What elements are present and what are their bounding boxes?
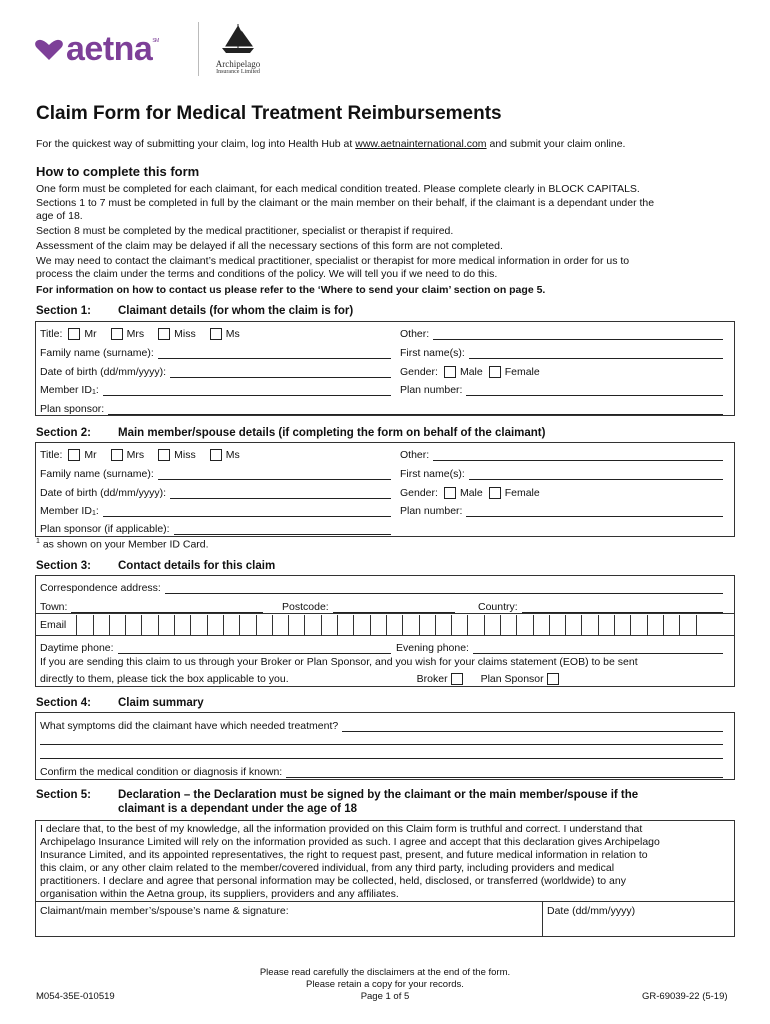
s2-title-label: Title:	[40, 449, 63, 461]
email-char-cell[interactable]	[158, 615, 174, 635]
aetna-logo	[34, 30, 159, 69]
s4-confirm-label: Confirm the medical condition or diagnosis if known:	[40, 766, 283, 778]
s1-plan-number-field[interactable]	[400, 378, 723, 396]
email-char-cell[interactable]	[288, 615, 304, 635]
s2-mrs-checkbox[interactable]	[111, 449, 123, 461]
how-line-1: One form must be completed for each claimant, for each medical condition treated. Please complete clearly in BLOCK CAPITALS.	[36, 183, 640, 195]
s3-plan-sponsor-label: Plan Sponsor	[480, 673, 544, 685]
s3-town-field[interactable]	[40, 595, 263, 613]
intro-after: and submit your claim online.	[486, 138, 626, 150]
s3-day-phone-input[interactable]	[118, 641, 391, 654]
s1-ms-checkbox[interactable]	[210, 328, 222, 340]
footer-center	[235, 967, 535, 1003]
s1-member-sup: 1	[91, 389, 96, 396]
how-info: For information on how to contact us please refer to the ‘Where to send your claim’ section on page 5.	[36, 284, 546, 296]
s4-symptoms-line-3[interactable]	[40, 758, 723, 759]
s1-mr-label: Mr	[84, 328, 97, 340]
email-char-cell[interactable]	[321, 615, 337, 635]
s2-ms-label: Ms	[225, 449, 240, 461]
s5-signature-field[interactable]	[40, 905, 540, 935]
how-line-5: Assessment of the claim may be delayed if all the necessary sections of this form are not completed.	[36, 240, 503, 252]
section-1-heading	[36, 305, 353, 317]
archipelago-logo	[205, 22, 271, 75]
email-char-cell[interactable]	[679, 615, 695, 635]
s2-miss-label: Miss	[174, 449, 196, 461]
s3-broker-row	[40, 667, 730, 685]
aetna-sm-mark: SM	[152, 38, 159, 44]
s2-member-label: Member ID	[40, 505, 92, 517]
email-char-cell[interactable]	[174, 615, 190, 635]
email-char-cell[interactable]	[484, 615, 500, 635]
s2-title-row	[40, 443, 390, 461]
s1-member-label: Member ID	[40, 384, 92, 396]
s1-male-label: Male	[459, 366, 483, 378]
s2-member-sup: 1	[91, 510, 96, 517]
s1-mr-checkbox[interactable]	[68, 328, 80, 340]
s4-confirm-field[interactable]	[40, 760, 723, 778]
page-title: Claim Form for Medical Treatment Reimbursements	[36, 103, 502, 124]
email-char-cell[interactable]	[141, 615, 157, 635]
s3-day-phone-label: Daytime phone:	[40, 642, 114, 654]
s4-symptoms-line-2[interactable]	[40, 744, 723, 745]
s1-title-row	[40, 322, 390, 340]
s1-family-field[interactable]	[40, 341, 391, 359]
s1-plan-sponsor-input[interactable]	[108, 402, 723, 415]
s3-postcode-field[interactable]	[282, 595, 455, 613]
s2-family-input[interactable]	[158, 467, 391, 480]
s2-first-input[interactable]	[469, 467, 723, 480]
s1-plan-sponsor-field[interactable]	[40, 397, 723, 415]
s2-mr-label: Mr	[84, 449, 97, 461]
archipelago-name: Archipelago	[215, 59, 261, 69]
s1-other-field[interactable]	[400, 322, 723, 340]
s2-plan-sponsor-input[interactable]	[174, 522, 391, 535]
section-5-number: Section 5:	[36, 789, 91, 801]
section-5-title-1: Declaration – the Declaration must be signed by the claimant or the main member/spouse if the	[118, 789, 639, 801]
s2-member-field[interactable]	[40, 499, 391, 517]
footer-right-code: GR-69039-22 (5-19)	[642, 991, 728, 1002]
how-line-7: process the claim under the terms and conditions of the policy. We will tell you if we need to do this.	[36, 268, 498, 280]
aetna-wordmark: aetna	[66, 30, 153, 68]
s2-dob-input[interactable]	[170, 486, 391, 499]
section-3-title: Contact details for this claim	[118, 560, 276, 572]
s1-ms-label: Ms	[225, 328, 240, 340]
how-heading: How to complete this form	[36, 164, 200, 179]
s2-female-checkbox[interactable]	[489, 487, 501, 499]
s3-address-input[interactable]	[165, 581, 723, 594]
s2-family-field[interactable]	[40, 462, 391, 480]
s1-gender-label: Gender:	[400, 366, 438, 378]
intro-before: For the quickest way of submitting your claim, log into Health Hub at	[36, 138, 356, 150]
s4-symptoms-field[interactable]	[40, 714, 723, 732]
s2-other-input[interactable]	[433, 448, 723, 461]
s5-signature-top-border	[35, 901, 735, 902]
email-char-cell[interactable]	[109, 615, 125, 635]
s2-member-input[interactable]	[103, 504, 391, 517]
how-line-6: We may need to contact the claimant’s medical practitioner, specialist or therapist for more medical information in order for us to	[36, 255, 630, 267]
s2-dob-field[interactable]	[40, 481, 391, 499]
footer-page-number: Page 1 of 5	[360, 991, 410, 1002]
s2-first-field[interactable]	[400, 462, 723, 480]
s3-evening-phone-field[interactable]	[396, 636, 723, 654]
s2-plan-sponsor-label: Plan sponsor (if applicable):	[40, 523, 170, 535]
s2-dob-label: Date of birth (dd/mm/yyyy):	[40, 487, 167, 499]
s2-plan-number-label: Plan number:	[400, 505, 463, 517]
health-hub-link[interactable]: www.aetnainternational.com	[355, 138, 487, 150]
email-char-cell[interactable]	[272, 615, 288, 635]
s5-decl-4: this claim, or any other claim related to the member/covered individual, from any third party, including providers and medical	[40, 862, 615, 874]
ship-icon	[218, 22, 258, 56]
s3-country-label: Country:	[478, 601, 518, 613]
email-char-cell[interactable]	[223, 615, 239, 635]
section-3-number: Section 3:	[36, 560, 91, 572]
s3-email-cells[interactable]	[76, 615, 712, 635]
email-char-cell[interactable]	[402, 615, 418, 635]
s1-miss-label: Miss	[174, 328, 196, 340]
section-2-title: Main member/spouse details (if completing the form on behalf of the claimant)	[118, 427, 546, 439]
section-1-title: Claimant details (for whom the claim is for)	[118, 305, 354, 317]
email-char-cell[interactable]	[614, 615, 630, 635]
section-4-heading	[36, 697, 204, 709]
email-char-cell[interactable]	[304, 615, 320, 635]
s3-email-row	[40, 614, 730, 635]
s1-member-colon: :	[95, 384, 99, 396]
s3-town-label: Town:	[40, 601, 68, 613]
s3-postcode-label: Postcode:	[282, 601, 329, 613]
s5-decl-5: practitioners. I declare and agree that personal information may be collected, held, disclosed, or transferred (worldwide) to any	[40, 875, 626, 887]
email-char-cell[interactable]	[76, 615, 92, 635]
s2-mrs-label: Mrs	[126, 449, 145, 461]
s1-plan-number-label: Plan number:	[400, 384, 463, 396]
s3-day-phone-field[interactable]	[40, 636, 391, 654]
s2-first-label: First name(s):	[400, 468, 465, 480]
email-char-cell[interactable]	[419, 615, 435, 635]
email-char-cell[interactable]	[256, 615, 272, 635]
heart-icon	[34, 39, 64, 61]
s2-mr-checkbox[interactable]	[68, 449, 80, 461]
email-char-cell[interactable]	[696, 615, 712, 635]
email-char-cell[interactable]	[663, 615, 679, 635]
s3-country-field[interactable]	[478, 595, 723, 613]
section-4-number: Section 4:	[36, 697, 91, 709]
email-char-cell[interactable]	[337, 615, 353, 635]
s1-plan-number-input[interactable]	[466, 383, 723, 396]
s2-plan-sponsor-field[interactable]	[40, 517, 391, 535]
s2-footnote-text: as shown on your Member ID Card.	[39, 538, 209, 551]
s1-member-field[interactable]	[40, 378, 391, 396]
email-char-cell[interactable]	[370, 615, 386, 635]
s3-broker-label: Broker	[416, 673, 448, 685]
email-char-cell[interactable]	[353, 615, 369, 635]
how-line-4: Section 8 must be completed by the medical practitioner, specialist or therapist if required.	[36, 225, 454, 237]
email-char-cell[interactable]	[598, 615, 614, 635]
s2-gender-label: Gender:	[400, 487, 438, 499]
s1-gender-row	[400, 360, 723, 378]
s1-family-input[interactable]	[158, 346, 391, 359]
email-char-cell[interactable]	[93, 615, 109, 635]
s2-male-checkbox[interactable]	[444, 487, 456, 499]
s2-other-label: Other:	[400, 449, 430, 461]
s5-decl-3: Insurance Limited, and its appointed representatives, the right to request past, present, and future medical information in relation to	[40, 849, 648, 861]
email-char-cell[interactable]	[516, 615, 532, 635]
s3-address-label: Correspondence address:	[40, 582, 161, 594]
email-char-cell[interactable]	[190, 615, 206, 635]
s3-broker-text-2: directly to them, please tick the box applicable to you.	[40, 673, 289, 685]
s2-family-label: Family name (surname):	[40, 468, 154, 480]
s1-mrs-checkbox[interactable]	[111, 328, 123, 340]
s3-broker-text-1: If you are sending this claim to us through your Broker or Plan Sponsor, and you wish for your claims statement (EOB) to be sent	[40, 656, 638, 668]
section-2-number: Section 2:	[36, 427, 91, 439]
s3-address-field[interactable]	[40, 576, 723, 594]
s2-footnote-sup: 1	[36, 538, 40, 545]
section-2-heading	[36, 427, 545, 439]
email-char-cell[interactable]	[467, 615, 483, 635]
footer-left-code: M054-35E-010519	[36, 991, 115, 1002]
s1-family-label: Family name (surname):	[40, 347, 154, 359]
email-char-cell[interactable]	[207, 615, 223, 635]
s1-member-input[interactable]	[103, 383, 391, 396]
section-5-heading	[36, 789, 638, 801]
s2-gender-row	[400, 481, 723, 499]
s4-symptoms-input[interactable]	[342, 719, 723, 732]
footer-disclaimer-2: Please retain a copy for your records.	[306, 979, 464, 990]
s3-email-label: Email	[40, 618, 67, 631]
s5-decl-6: organisation within the Aetna group, its suppliers, providers and any affiliates.	[40, 888, 399, 900]
s2-plan-number-input[interactable]	[466, 504, 723, 517]
email-char-cell[interactable]	[386, 615, 402, 635]
email-char-cell[interactable]	[549, 615, 565, 635]
email-char-cell[interactable]	[451, 615, 467, 635]
s1-other-label: Other:	[400, 328, 430, 340]
email-char-cell[interactable]	[239, 615, 255, 635]
s2-male-label: Male	[459, 487, 483, 499]
email-char-cell[interactable]	[125, 615, 141, 635]
s1-plan-sponsor-label: Plan sponsor:	[40, 403, 105, 415]
how-line-3: age of 18.	[36, 210, 83, 222]
s1-first-input[interactable]	[469, 346, 723, 359]
s1-other-input[interactable]	[433, 327, 723, 340]
s2-other-field[interactable]	[400, 443, 723, 461]
email-char-cell[interactable]	[435, 615, 451, 635]
s1-male-checkbox[interactable]	[444, 366, 456, 378]
intro-text	[36, 137, 625, 151]
s3-town-input[interactable]	[71, 600, 263, 613]
s5-decl-2: Archipelago Insurance Limited will rely on the information provided as such. I agree and accept that this declaration gives Archipelago	[40, 836, 660, 848]
s5-signature-divider	[542, 901, 543, 937]
section-5-heading-2: claimant is a dependant under the age of 18	[118, 803, 358, 815]
s1-dob-input[interactable]	[170, 365, 391, 378]
s3-evening-phone-input[interactable]	[473, 641, 723, 654]
s1-dob-field[interactable]	[40, 360, 391, 378]
email-char-cell[interactable]	[647, 615, 663, 635]
footer-disclaimer-1: Please read carefully the disclaimers at the end of the form.	[259, 967, 511, 978]
s1-miss-checkbox[interactable]	[158, 328, 170, 340]
section-4-title: Claim summary	[118, 697, 204, 709]
s1-first-label: First name(s):	[400, 347, 465, 359]
email-char-cell[interactable]	[533, 615, 549, 635]
s2-plan-number-field[interactable]	[400, 499, 723, 517]
how-line-2: Sections 1 to 7 must be completed in full by the claimant or the main member on their behalf, if the claimant is a dependant under the	[36, 197, 655, 209]
s4-confirm-input[interactable]	[286, 765, 723, 778]
s2-female-label: Female	[504, 487, 540, 499]
s2-miss-checkbox[interactable]	[158, 449, 170, 461]
s3-evening-phone-label: Evening phone:	[396, 642, 469, 654]
email-char-cell[interactable]	[581, 615, 597, 635]
s1-female-label: Female	[504, 366, 540, 378]
s3-plan-sponsor-checkbox[interactable]	[547, 673, 559, 685]
s1-first-field[interactable]	[400, 341, 723, 359]
section-3-heading	[36, 560, 275, 572]
email-char-cell[interactable]	[500, 615, 516, 635]
s1-female-checkbox[interactable]	[489, 366, 501, 378]
archipelago-sub: Insurance Limited	[216, 69, 260, 75]
s1-dob-label: Date of birth (dd/mm/yyyy):	[40, 366, 167, 378]
section-1-number: Section 1:	[36, 305, 91, 317]
s5-signature-label: Claimant/main member’s/spouse’s name & signature:	[40, 905, 289, 917]
s2-member-colon: :	[95, 505, 99, 517]
s2-ms-checkbox[interactable]	[210, 449, 222, 461]
s1-title-label: Title:	[40, 328, 63, 340]
s5-date-label: Date (dd/mm/yyyy)	[547, 905, 636, 917]
email-char-cell[interactable]	[565, 615, 581, 635]
s5-decl-1: I declare that, to the best of my knowledge, all the information provided on this Claim form is truthful and correct. I understand that	[40, 823, 643, 835]
s3-country-input[interactable]	[522, 600, 723, 613]
email-char-cell[interactable]	[630, 615, 646, 635]
s2-footnote	[36, 538, 209, 551]
logo-divider	[198, 22, 199, 76]
s3-postcode-input[interactable]	[333, 600, 455, 613]
s5-date-field[interactable]	[547, 905, 732, 935]
s3-broker-checkbox[interactable]	[451, 673, 463, 685]
s4-symptoms-label: What symptoms did the claimant have which needed treatment?	[40, 720, 339, 732]
s1-mrs-label: Mrs	[126, 328, 145, 340]
